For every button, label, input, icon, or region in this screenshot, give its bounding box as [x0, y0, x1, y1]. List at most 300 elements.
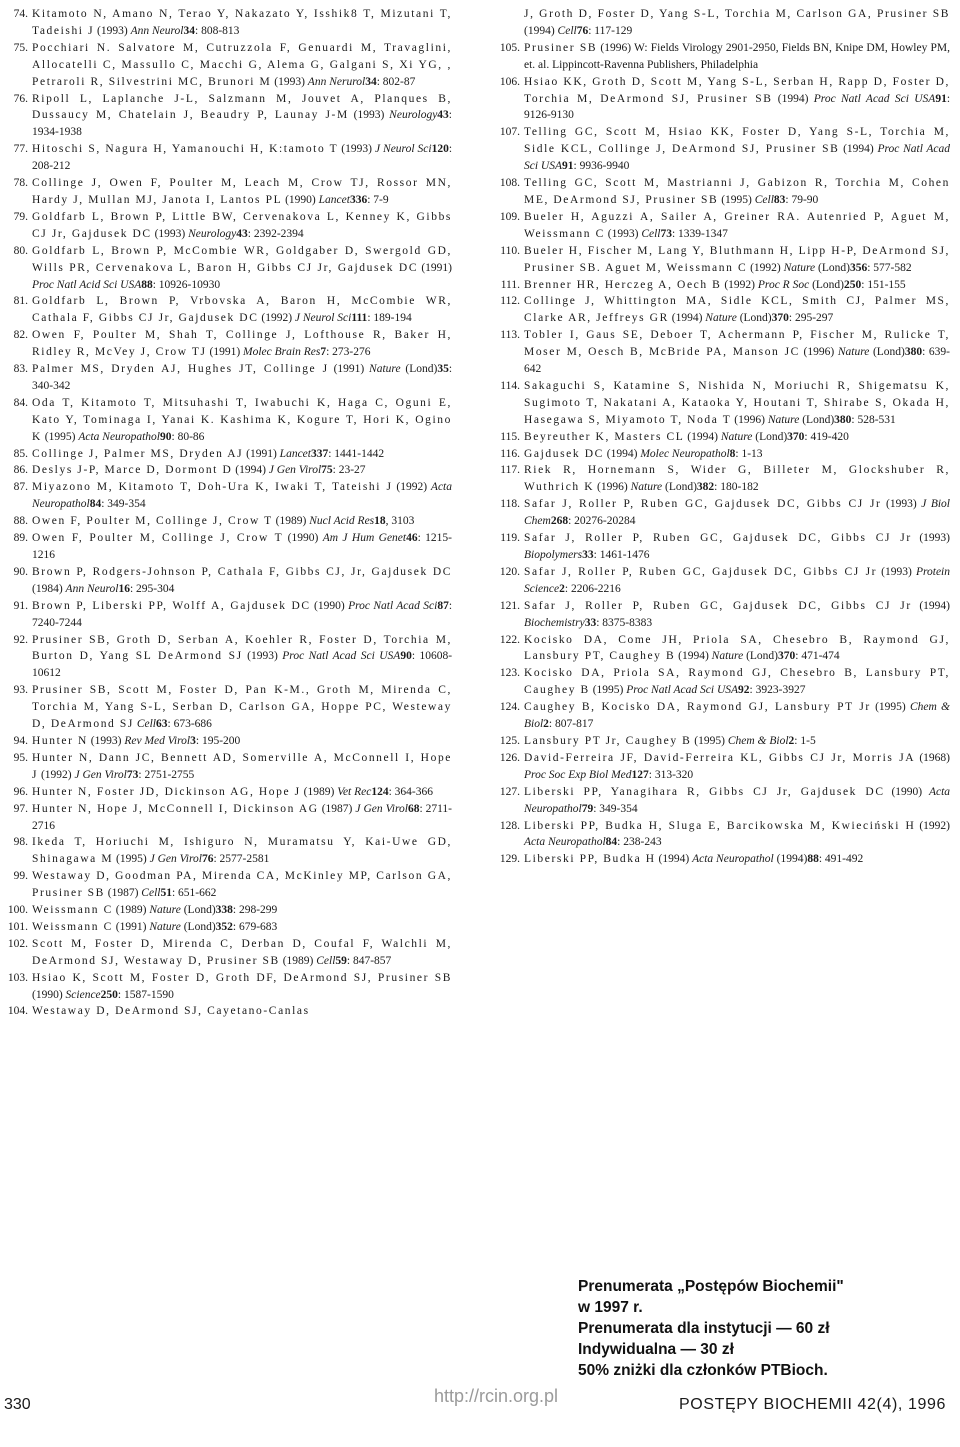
- reference-number: 103.: [7, 971, 28, 984]
- reference-journal: Cell: [141, 887, 161, 900]
- reference-text: [524, 124, 950, 175]
- reference-pages: : 1461-1476: [593, 549, 650, 561]
- reference-authors: Hsiao KK, Groth D, Scott M, Yang S-L, Serban H, Rapp D, Foster D, Torchia M, DeArmond SJ, Prusiner SB: [524, 75, 950, 105]
- reference-volume: 380: [904, 346, 923, 359]
- reference-text: [524, 243, 950, 277]
- reference-number: 115.: [500, 430, 520, 443]
- reference-year: (1994): [658, 853, 690, 866]
- reference-journal: Proc Natl Acad Sci USA: [813, 92, 936, 105]
- reference-text: [32, 801, 452, 835]
- reference-authors: Scott M, Foster D, Mirenda C, Derban D, Coufal F, Walchli M, DeArmond SJ, Westaway D, Prusiner SB: [32, 937, 452, 967]
- reference-volume: 33: [582, 549, 594, 561]
- reference-volume: 88: [141, 278, 153, 291]
- reference-journal: Proc Natl Acid Sci USA: [32, 278, 142, 291]
- reference-authors: Owen F, Poulter M, Collinge J, Crow T: [32, 515, 273, 528]
- reference-year: (1995): [592, 684, 624, 697]
- reference-number: 105.: [499, 41, 520, 54]
- reference-text: [32, 243, 452, 294]
- reference-text: [524, 293, 950, 327]
- reference-pages: : 2206-2216: [564, 582, 621, 595]
- reference-number: 80.: [13, 244, 28, 257]
- reference-pages: : 10608-10612: [32, 650, 453, 680]
- reference-pages: : 491-492: [818, 853, 864, 866]
- reference-authors: Telling GC, Scott M, Hsiao KK, Foster D, Yang S-L, Torchia M, Sidle KCL, Collinge J, DeArmond SJ, Prusiner SB: [524, 126, 950, 156]
- reference-journal: J Gen Virol: [149, 853, 202, 866]
- reference-journal: J Gen Virol: [268, 464, 322, 477]
- reference-item: [6, 446, 452, 463]
- reference-pages: : 195-200: [195, 734, 241, 747]
- reference-authors: Westaway D, DeArmond SJ, Cayetano-Canlas: [32, 1005, 310, 1018]
- reference-text: [524, 699, 950, 733]
- reference-pages: , 3103: [385, 515, 415, 528]
- reference-volume: 2: [543, 718, 549, 731]
- reference-number: 94.: [13, 734, 28, 747]
- reference-pages: : 847-857: [346, 954, 392, 967]
- reference-year: (1987): [321, 802, 353, 815]
- reference-number: 113.: [500, 329, 520, 342]
- reference-item: [496, 530, 950, 564]
- reference-number: 92.: [13, 633, 28, 646]
- reference-item: [496, 632, 950, 666]
- reference-text: [32, 395, 452, 446]
- reference-volume: 90: [400, 650, 412, 663]
- reference-year: (1989): [275, 515, 307, 528]
- reference-authors: Ripoll L, Laplanche J-L, Salzmann M, Jouvet A, Planques B, Dussaucy M, Chatelain J, Beaudry P, Launay J-M: [32, 92, 452, 122]
- reference-volume: 370: [771, 312, 789, 325]
- reference-item: [6, 801, 452, 835]
- reference-text: [524, 429, 950, 446]
- subscription-line-3: Prenumerata dla instytucji — 60 zł: [578, 1320, 830, 1337]
- reference-item: [496, 378, 950, 429]
- reference-year: (1995): [875, 701, 906, 714]
- reference-pages: : 1215-1216: [32, 532, 452, 561]
- reference-extra: (Lond): [180, 920, 216, 933]
- reference-volume: 370: [787, 430, 805, 443]
- reference-authors: Palmer MS, Dryden AJ, Hughes JT, Collinge J: [32, 363, 329, 376]
- reference-pages: : 471-474: [795, 650, 840, 663]
- reference-pages: : 577-582: [867, 261, 912, 274]
- reference-pages: : 8375-8383: [596, 616, 653, 629]
- subscription-line-4: Indywidualna — 30 zł: [578, 1341, 734, 1358]
- reference-authors: Collinge J, Owen F, Poulter M, Leach M, Crow TJ, Rossor MN, Hardy J, Mullan MJ, Janota I, Lantos PL: [32, 177, 452, 206]
- reference-pages: : 673-686: [167, 718, 212, 731]
- reference-pages: : 238-243: [617, 836, 662, 849]
- reference-text: [524, 277, 950, 294]
- reference-volume: 16: [118, 582, 130, 595]
- reference-volume: 268: [550, 515, 569, 528]
- reference-year: (1996): [734, 413, 765, 426]
- reference-year: (1994): [843, 143, 874, 156]
- reference-text: [32, 750, 452, 784]
- reference-year: (1993): [341, 143, 372, 156]
- reference-number: 98.: [13, 836, 28, 849]
- reference-year: (1993): [97, 24, 128, 37]
- reference-year: (1992): [724, 278, 755, 291]
- reference-journal: Proc Natl Acad Sci USA: [626, 684, 739, 697]
- reference-item: [6, 1003, 452, 1020]
- reference-number: 85.: [13, 447, 28, 460]
- reference-journal: Cell: [641, 227, 661, 240]
- reference-item: [496, 733, 950, 750]
- reference-extra: (Lond): [743, 650, 779, 663]
- reference-number: 117.: [500, 464, 520, 477]
- reference-item: [6, 682, 452, 733]
- left-reference-column: [6, 6, 452, 1020]
- reference-number: 95.: [13, 751, 28, 764]
- reference-number: 97.: [13, 802, 28, 815]
- reference-journal: Proc R Soc: [757, 278, 810, 291]
- reference-authors: Liberski PP, Yanagihara R, Gibbs CJ Jr, Gajdusek DC: [524, 785, 885, 798]
- reference-journal: Acta Neuropathol: [524, 785, 951, 815]
- reference-item: [6, 327, 452, 361]
- reference-volume: 87: [437, 599, 449, 612]
- reference-item: [6, 462, 452, 479]
- reference-year: (1994): [606, 447, 638, 460]
- reference-authors: Ikeda T, Horiuchi M, Ishiguro N, Muramatsu Y, Kai-Uwe GD, Shinagawa M: [32, 836, 452, 866]
- reference-year: (1994): [235, 464, 266, 477]
- reference-number: 107.: [499, 126, 520, 139]
- reference-number: 90.: [13, 565, 28, 578]
- reference-authors: Riek R, Hornemann S, Wider G, Billeter M, Glockshuber R, Wuthrich K: [524, 464, 950, 494]
- reference-text: [32, 733, 452, 750]
- reference-item: [6, 632, 452, 683]
- reference-number: 116.: [500, 447, 520, 460]
- reference-pages: : 419-420: [804, 430, 849, 443]
- reference-extra: (Lond): [815, 261, 850, 274]
- reference-pages: : 79-90: [785, 193, 819, 206]
- reference-volume: 35: [437, 363, 449, 376]
- reference-year: (1989): [303, 785, 335, 798]
- reference-text: [32, 361, 452, 395]
- reference-text: [32, 446, 452, 463]
- reference-journal: J Neurol Sci: [294, 312, 352, 325]
- source-url[interactable]: http://rcin.org.pl: [434, 1386, 559, 1406]
- reference-pages: : 3923-3927: [749, 684, 806, 697]
- reference-volume: 46: [406, 532, 418, 545]
- reference-volume: 356: [849, 261, 868, 274]
- reference-volume: 18: [374, 515, 386, 528]
- reference-journal: Acta Neuropathol: [524, 836, 606, 849]
- reference-journal: Biopolymers: [524, 549, 583, 561]
- reference-pages: : 273-276: [326, 346, 371, 359]
- reference-pages: : 651-662: [171, 887, 217, 900]
- reference-text: [32, 175, 452, 209]
- reference-volume: 7: [320, 346, 327, 359]
- reference-number: 91.: [13, 599, 28, 612]
- reference-journal: Nature: [720, 430, 753, 443]
- reference-text: [32, 784, 452, 801]
- reference-year: (1994): [777, 92, 809, 105]
- reference-year: (1995): [44, 430, 76, 443]
- reference-year: (1993): [274, 75, 305, 88]
- reference-journal: Nature: [767, 413, 800, 426]
- reference-text: [32, 564, 452, 598]
- reference-text: [32, 632, 452, 683]
- reference-number: 106.: [499, 75, 520, 88]
- reference-number: 86.: [13, 464, 28, 477]
- reference-number: 102.: [7, 937, 28, 950]
- reference-year: (1990): [314, 599, 345, 612]
- reference-volume: 91: [562, 160, 574, 173]
- reference-volume: 79: [581, 802, 594, 815]
- reference-authors: Brown P, Liberski PP, Wolff A, Gajdusek DC: [32, 599, 311, 612]
- reference-authors: Collinge J, Palmer MS, Dryden AJ: [32, 447, 244, 460]
- reference-pages: : 1441-1442: [328, 447, 385, 460]
- reference-number: 84.: [13, 396, 28, 409]
- reference-authors: Gajdusek DC: [524, 447, 604, 460]
- reference-authors: Prusiner SB: [524, 41, 598, 54]
- reference-year: (1991): [246, 447, 277, 460]
- reference-text: [32, 513, 452, 530]
- reference-volume: 34: [365, 75, 377, 88]
- reference-item: [6, 564, 452, 598]
- reference-pages: : 208-212: [32, 143, 453, 173]
- reference-item: [6, 919, 452, 936]
- reference-item: [6, 293, 452, 327]
- reference-pages: : 2751-2755: [138, 768, 195, 781]
- reference-authors: Liberski PP, Budka H: [524, 853, 656, 866]
- reference-volume: 2: [788, 734, 795, 747]
- reference-item: [6, 530, 452, 564]
- reference-pages: : 808-813: [195, 24, 240, 37]
- reference-journal: Chem & Biol: [727, 734, 789, 747]
- reference-volume: 90: [160, 430, 172, 443]
- reference-text: [524, 74, 950, 125]
- reference-pages: : 295-304: [129, 582, 175, 595]
- reference-item: [496, 784, 950, 818]
- reference-year: (1995): [116, 853, 147, 866]
- reference-authors: Owen F, Poulter M, Shah T, Collinge J, Lofthouse R, Baker H, Ridley R, McVey J, Crow TJ: [32, 329, 452, 359]
- reference-number: [496, 6, 524, 40]
- reference-journal: Lancet: [279, 447, 311, 460]
- reference-text: [32, 6, 452, 40]
- reference-year: (1993): [90, 734, 122, 747]
- reference-pages: : 117-129: [588, 24, 633, 37]
- reference-journal: Ann Neurol: [130, 24, 184, 37]
- right-reference-column: [496, 6, 950, 868]
- reference-volume: 120: [431, 143, 449, 156]
- reference-volume: 88: [807, 853, 819, 866]
- reference-authors: Safar J, Roller P, Ruben GC, Gajdusek DC, Gibbs CJ Jr: [524, 532, 912, 545]
- reference-authors: Collinge J, Whittington MA, Sidle KCL, Smith CJ, Palmer MS, Clarke AR, Jeffreys GR: [524, 295, 950, 325]
- reference-journal: Nature: [783, 261, 816, 274]
- reference-item: [6, 175, 452, 209]
- reference-pages: : 349-354: [593, 802, 638, 815]
- reference-item: [6, 513, 452, 530]
- reference-number: 101.: [7, 920, 28, 933]
- reference-number: 111.: [500, 278, 520, 291]
- reference-year: (1992): [750, 261, 781, 274]
- reference-pages: : 1339-1347: [671, 227, 728, 240]
- reference-text: [524, 564, 950, 598]
- reference-authors: Bueler H, Fischer M, Lang Y, Bluthmann H, Lipp H-P, DeArmond SJ, Prusiner SB. Aguet M, Weissmann C: [524, 244, 950, 274]
- reference-journal: J Biol Chem: [524, 498, 950, 528]
- reference-authors: Prusiner SB, Scott M, Foster D, Pan K-M., Groth M, Mirenda C, Torchia M, Yang S-L, Serban D, Carlson GA, Hoppe PC, Westeway D, DeArmond SJ: [32, 684, 452, 731]
- journal-footer: POSTĘPY BIOCHEMII 42(4), 1996: [679, 1396, 946, 1413]
- reference-extra: (Lond): [180, 904, 216, 917]
- reference-text: [32, 919, 452, 936]
- reference-authors: Tobler I, Gaus SE, Deboer T, Achermann P, Fischer M, Rulicke T, Moser M, Oesch B, McBride PA, Manson JC: [524, 329, 950, 359]
- reference-text: [32, 936, 452, 970]
- reference-authors: Weissmann C: [32, 920, 113, 933]
- reference-extra: (Lond): [809, 278, 844, 291]
- reference-journal: Cell: [557, 24, 577, 37]
- reference-authors: Sakaguchi S, Katamine S, Nishida N, Moriuchi R, Shigematsu K, Sugimoto T, Nakatani A, Kataoka Y, Houtani T, Shirabe S, Okada H, Hasegawa S, Miyamoto T, Noda T: [524, 379, 950, 426]
- reference-item: [6, 395, 452, 446]
- reference-item: [6, 91, 452, 142]
- subscription-line-5: 50% zniżki dla członków PTBioch.: [578, 1362, 828, 1379]
- reference-item: [6, 40, 452, 91]
- reference-authors: Deslys J-P, Marce D, Dormont D: [32, 464, 233, 477]
- reference-year: (1993): [247, 650, 278, 663]
- reference-extra: (Lond): [400, 363, 438, 376]
- reference-text: [524, 851, 950, 868]
- reference-authors: Hsiao K, Scott M, Foster D, Groth DF, DeArmond SJ, Prusiner SB: [32, 971, 452, 984]
- reference-text: [32, 462, 452, 479]
- reference-authors: Brown P, Rodgers-Johnson P, Cathala F, Gibbs CJ, Jr, Gajdusek DC: [32, 565, 452, 578]
- reference-number: 87.: [13, 481, 28, 494]
- reference-text: [32, 834, 452, 868]
- reference-number: 109.: [499, 210, 520, 223]
- reference-volume: 63: [156, 718, 168, 731]
- reference-volume: 92: [738, 684, 750, 697]
- reference-text: [32, 868, 452, 902]
- reference-extra: (1994): [773, 853, 808, 866]
- reference-year: (1987): [107, 887, 139, 900]
- reference-authors: Safar J, Roller P, Ruben GC, Gajdusek DC, Gibbs CJ Jr: [524, 565, 878, 578]
- reference-text: [32, 209, 452, 243]
- reference-number: 82.: [13, 329, 28, 342]
- reference-item: [6, 6, 452, 40]
- reference-item: [496, 750, 950, 784]
- reference-volume: 43: [236, 227, 248, 240]
- reference-text: [524, 175, 950, 209]
- reference-journal: Ann Nerurol: [307, 75, 366, 88]
- reference-text: [32, 40, 452, 91]
- reference-authors: Hunter N, Dann JC, Bennett AD, Somerville A, McConnell I, Hope J: [32, 751, 452, 781]
- reference-pages: : 2392-2394: [247, 227, 304, 240]
- reference-authors: Hunter N, Hope J, McConnell I, Dickinson AG: [32, 802, 319, 815]
- reference-authors: Miyazono M, Kitamoto T, Doh-Ura K, Iwaki T, Tateishi J: [32, 481, 393, 494]
- reference-year: (1994): [687, 430, 718, 443]
- reference-journal: Biochemistry: [524, 616, 585, 629]
- reference-number: 123.: [499, 667, 520, 680]
- reference-item: [496, 124, 950, 175]
- reference-year: (1994): [524, 24, 555, 37]
- reference-year: (1996): [597, 481, 628, 494]
- reference-year: (1993): [607, 227, 639, 240]
- reference-volume: 370: [778, 650, 796, 663]
- reference-journal: Cell: [316, 954, 336, 967]
- reference-number: 126.: [499, 751, 520, 764]
- reference-extra: (Lond): [799, 413, 835, 426]
- reference-item: [6, 834, 452, 868]
- reference-journal: Vet Rec: [337, 785, 372, 798]
- reference-item: [6, 868, 452, 902]
- reference-authors: Kocisko DA, Come JH, Priola SA, Chesebro B, Raymond GJ, Lansbury PT, Caughey B: [524, 633, 950, 663]
- reference-volume: 33: [584, 616, 597, 629]
- reference-year: (1993): [919, 532, 950, 545]
- reference-pages: : 295-297: [788, 312, 834, 325]
- reference-item: [6, 598, 452, 632]
- reference-item: [496, 327, 950, 378]
- reference-number: 75.: [13, 41, 28, 54]
- reference-item: [6, 361, 452, 395]
- reference-journal: Lancet: [318, 193, 350, 206]
- reference-text: [32, 91, 452, 142]
- reference-number: 110.: [500, 244, 520, 257]
- reference-journal: Nature: [705, 312, 737, 325]
- reference-number: 112.: [500, 295, 520, 308]
- reference-volume: 352: [215, 920, 233, 933]
- reference-item: [6, 209, 452, 243]
- reference-text: [524, 665, 950, 699]
- reference-item: [496, 40, 950, 74]
- reference-number: 93.: [13, 684, 28, 697]
- reference-year: (1996) W: Fields Virology 2901-2950, Fields BN, Knipe DM, Howley PM, et. al. Lippincott-Ravenna Publishers, Philadelphia: [524, 41, 951, 71]
- reference-authors: Goldfarb L, Brown P, McCombie WR, Goldgaber D, Swergold GD, Wills PR, Cervenakova L, Baron H, Gibbs CJ Jr, Gajdusek DC: [32, 244, 452, 274]
- reference-pages: : 1587-1590: [117, 988, 174, 1001]
- reference-journal: Nature: [630, 481, 663, 494]
- reference-year: (1994): [678, 650, 709, 663]
- reference-volume: 51: [160, 887, 172, 900]
- reference-pages: : 9936-9940: [573, 160, 630, 173]
- reference-item: [6, 733, 452, 750]
- reference-authors: Caughey B, Kocisko DA, Raymond GJ, Lansbury PT Jr: [524, 701, 871, 714]
- reference-number: 83.: [13, 363, 28, 376]
- reference-authors: Goldfarb L, Brown P, Vrbovska A, Baron H, McCombie WR, Cathala F, Gibbs CJ Jr, Gajdusek DC: [32, 295, 452, 325]
- reference-item: [6, 141, 452, 175]
- reference-text: [32, 327, 452, 361]
- reference-text: [32, 141, 452, 175]
- reference-journal: Rev Med Virol: [124, 734, 191, 747]
- reference-pages: : 1-13: [735, 447, 763, 460]
- reference-extra: (Lond): [736, 312, 772, 325]
- reference-year: (1993): [886, 498, 917, 511]
- reference-extra: (Lond): [662, 481, 697, 494]
- reference-authors: Pocchiari N. Salvatore M, Cutruzzola F, Genuardi M, Travaglini, Allocatelli C, Massullo C, Macchi G, Alema G, Galgani S, Xi YG, , Petraroli R, Silvestrini MC, Brunori M: [32, 41, 452, 88]
- reference-year: (1990): [32, 988, 63, 1001]
- reference-text: [32, 293, 452, 327]
- reference-volume: 76: [201, 853, 214, 866]
- reference-volume: 84: [605, 836, 618, 849]
- reference-text: [524, 750, 950, 784]
- reference-pages: : 10926-10930: [152, 278, 221, 291]
- reference-item: [496, 665, 950, 699]
- reference-year: (1995): [694, 734, 725, 747]
- reference-item: [6, 970, 452, 1004]
- reference-number: 76.: [13, 92, 28, 105]
- reference-volume: 382: [696, 481, 715, 494]
- reference-volume: 336: [349, 193, 368, 206]
- reference-volume: 127: [631, 768, 649, 781]
- reference-authors: David-Ferreira JF, David-Ferreira KL, Gibbs CJ Jr, Morris JA: [524, 751, 916, 764]
- reference-volume: 2: [559, 582, 565, 595]
- reference-pages: : 23-27: [332, 464, 366, 477]
- reference-text: [524, 598, 950, 632]
- reference-year: (1992): [40, 768, 72, 781]
- reference-journal: Molec Brain Res: [243, 346, 321, 359]
- reference-item: [496, 277, 950, 294]
- reference-number: 108.: [499, 177, 520, 190]
- reference-journal: Protein Science: [524, 565, 951, 595]
- reference-volume: 73: [126, 768, 139, 781]
- reference-journal: Nature: [837, 346, 870, 359]
- reference-year: (1993): [154, 227, 186, 240]
- reference-number: 129.: [499, 853, 520, 866]
- reference-authors: Liberski PP, Budka H, Sluga E, Barcikowska M, Kwieciński H: [524, 819, 916, 832]
- reference-text: [524, 733, 950, 750]
